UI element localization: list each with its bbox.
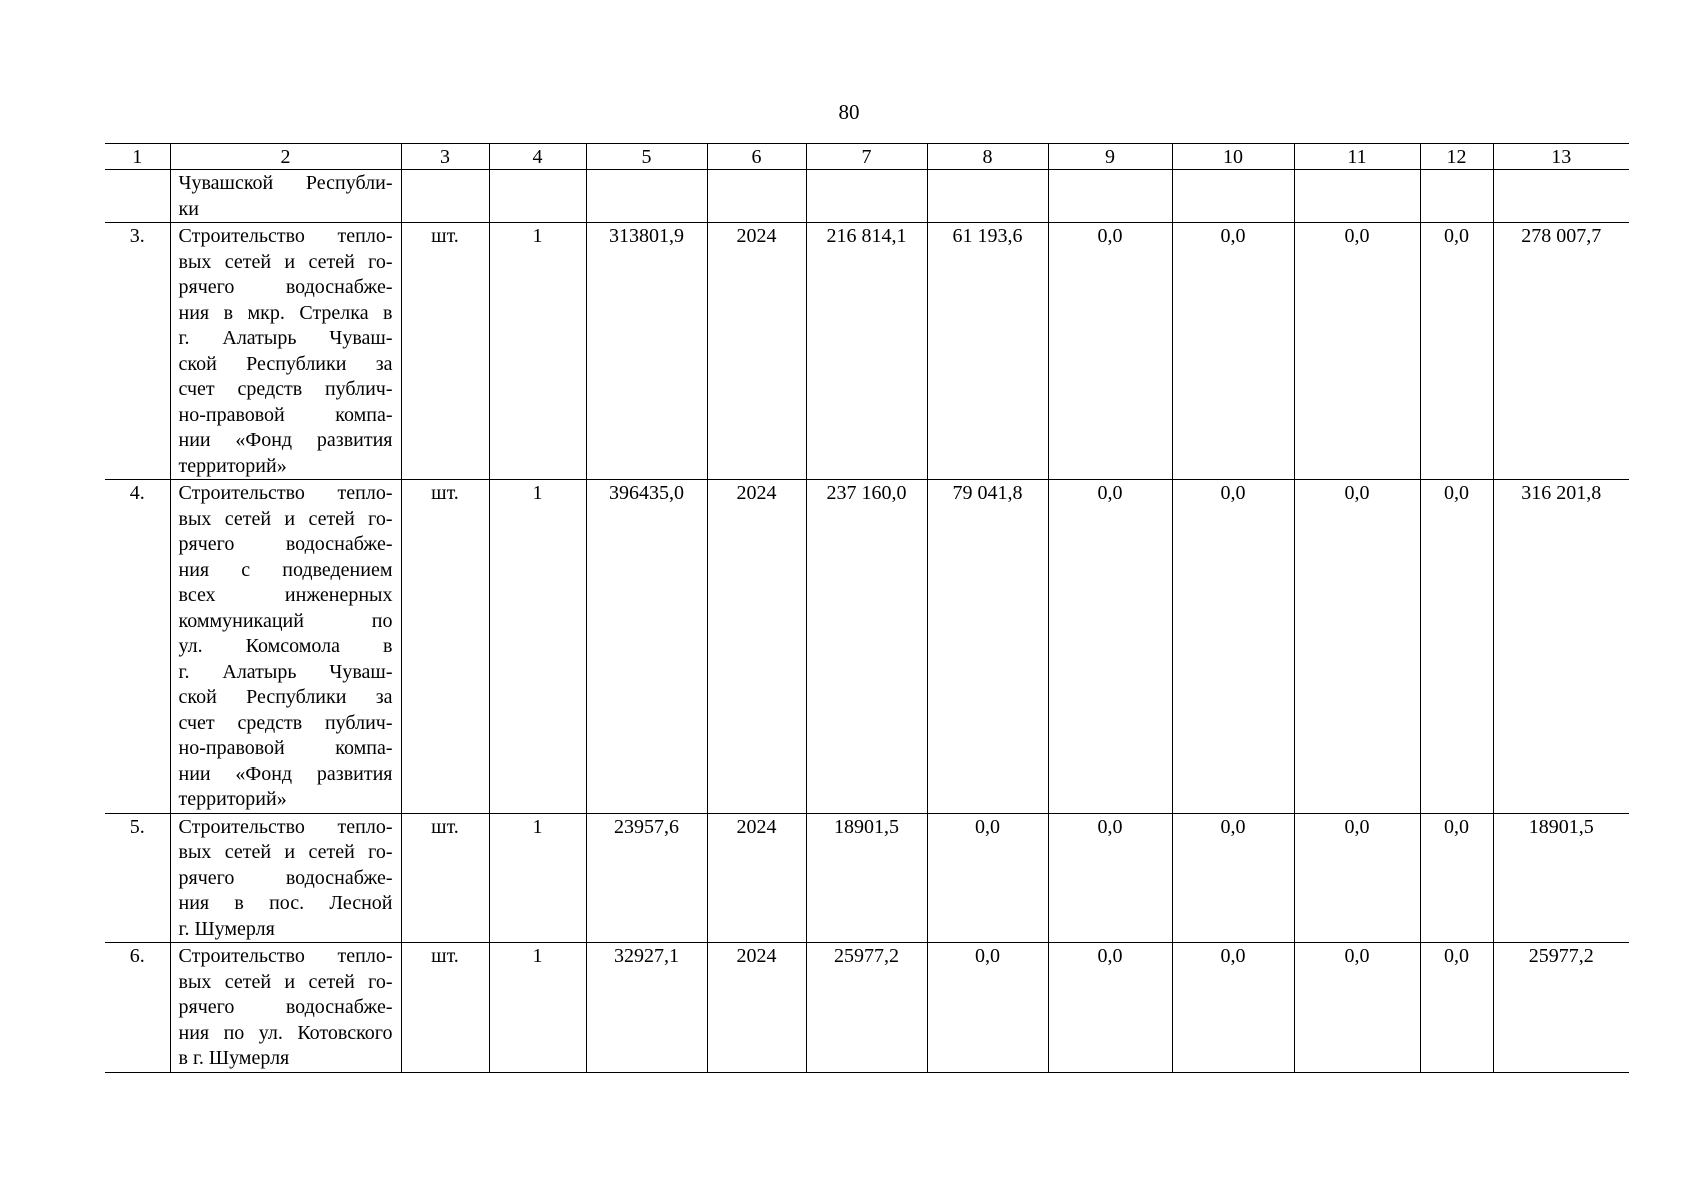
header-cell-7: 7 — [806, 144, 927, 170]
row-description — [170, 480, 401, 814]
table-header-row — [105, 144, 1629, 170]
row-description — [170, 170, 401, 223]
table-row — [105, 943, 1629, 1073]
description-line: г. Шумерля — [178, 917, 275, 940]
description-line: ния по ул. Котовского — [178, 1021, 393, 1044]
cell-col-12: 0,0 — [1420, 223, 1493, 480]
description-line: Строительство тепло- — [178, 945, 393, 967]
cell-col-3 — [401, 170, 489, 223]
cell-col-12: 0,0 — [1420, 943, 1493, 1073]
header-cell-9: 9 — [1048, 144, 1172, 170]
cell-col-4: 1 — [489, 223, 586, 480]
row-number — [105, 170, 170, 223]
cell-col-13: 278 007,7 — [1493, 223, 1629, 480]
page-number: 80 — [838, 100, 860, 124]
description-line: рячего водоснабже- — [178, 996, 393, 1018]
cell-col-8: 79 041,8 — [927, 480, 1048, 814]
header-cell-12: 12 — [1420, 144, 1493, 170]
cell-col-3: шт. — [401, 223, 489, 480]
cell-col-6: 2024 — [707, 223, 806, 480]
cell-col-11: 0,0 — [1294, 223, 1420, 480]
cell-col-5: 32927,1 — [586, 943, 707, 1073]
description-line: рячего водоснабже- — [178, 866, 393, 889]
cell-col-9 — [1048, 170, 1172, 223]
cell-col-11: 0,0 — [1294, 813, 1420, 943]
header-cell-3: 3 — [401, 144, 489, 170]
table-row — [105, 813, 1629, 943]
cell-col-7: 18901,5 — [806, 813, 927, 943]
description-line: рячего водоснабже- — [178, 533, 393, 555]
cell-col-12 — [1420, 170, 1493, 223]
cell-col-8 — [927, 170, 1048, 223]
cell-col-5: 23957,6 — [586, 813, 707, 943]
description-line: счет средств публич- — [178, 378, 393, 400]
description-line: Чувашской Республи- — [178, 172, 393, 194]
description-line: в г. Шумерля — [178, 1047, 290, 1069]
cell-col-8: 0,0 — [927, 943, 1048, 1073]
header-cell-5: 5 — [586, 144, 707, 170]
table-row — [105, 170, 1629, 223]
cell-col-6: 2024 — [707, 480, 806, 814]
description-line: всех инженерных — [178, 584, 393, 606]
description-line: ния в мкр. Стрелка в — [178, 301, 393, 324]
cell-col-4: 1 — [489, 480, 586, 814]
cell-col-6: 2024 — [707, 943, 806, 1073]
header-cell-10: 10 — [1172, 144, 1294, 170]
row-number: 6. — [105, 943, 170, 1073]
description-line: Строительство тепло- — [178, 482, 393, 504]
cell-col-9: 0,0 — [1048, 943, 1172, 1073]
cell-col-3: шт. — [401, 480, 489, 814]
header-cell-8: 8 — [927, 144, 1048, 170]
description-line: ул. Комсомола в — [178, 635, 393, 657]
cell-col-8: 0,0 — [927, 813, 1048, 943]
description-line: вых сетей и сетей го- — [178, 970, 393, 993]
cell-col-9: 0,0 — [1048, 813, 1172, 943]
cell-col-3: шт. — [401, 943, 489, 1073]
header-cell-11: 11 — [1294, 144, 1420, 170]
table-row — [105, 480, 1629, 814]
description-line: ской Республики за — [178, 352, 393, 375]
cell-col-7 — [806, 170, 927, 223]
description-line: ния в пос. Лесной — [178, 892, 393, 914]
cell-col-3: шт. — [401, 813, 489, 943]
description-line: но-правовой компа- — [178, 737, 393, 759]
row-description — [170, 943, 401, 1073]
row-description — [170, 223, 401, 480]
cell-col-11 — [1294, 170, 1420, 223]
cell-col-10 — [1172, 170, 1294, 223]
cell-col-5 — [586, 170, 707, 223]
row-description — [170, 813, 401, 943]
row-number: 5. — [105, 813, 170, 943]
cell-col-7: 237 160,0 — [806, 480, 927, 814]
cell-col-4: 1 — [489, 943, 586, 1073]
description-line: но-правовой компа- — [178, 403, 393, 426]
cell-col-5: 313801,9 — [586, 223, 707, 480]
description-line: ской Республики за — [178, 686, 393, 708]
cell-col-6: 2024 — [707, 813, 806, 943]
description-line: территорий» — [178, 454, 287, 477]
description-line: г. Алатырь Чуваш- — [178, 327, 393, 349]
header-cell-2: 2 — [170, 144, 401, 170]
cell-col-13: 316 201,8 — [1493, 480, 1629, 814]
cell-col-5: 396435,0 — [586, 480, 707, 814]
description-line: Строительство тепло- — [178, 815, 393, 838]
header-cell-13: 13 — [1493, 144, 1629, 170]
data-table — [105, 143, 1629, 1073]
description-line: счет средств публич- — [178, 711, 393, 734]
cell-col-8: 61 193,6 — [927, 223, 1048, 480]
cell-col-12: 0,0 — [1420, 480, 1493, 814]
cell-col-11: 0,0 — [1294, 480, 1420, 814]
cell-col-10: 0,0 — [1172, 813, 1294, 943]
cell-col-9: 0,0 — [1048, 223, 1172, 480]
row-number: 3. — [105, 223, 170, 480]
cell-col-11: 0,0 — [1294, 943, 1420, 1073]
description-line: рячего водоснабже- — [178, 276, 393, 298]
cell-col-13 — [1493, 170, 1629, 223]
cell-col-12: 0,0 — [1420, 813, 1493, 943]
cell-col-4 — [489, 170, 586, 223]
description-line: территорий» — [178, 788, 287, 810]
description-line: вых сетей и сетей го- — [178, 250, 393, 273]
cell-col-7: 216 814,1 — [806, 223, 927, 480]
row-number: 4. — [105, 480, 170, 814]
table-row — [105, 223, 1629, 480]
header-cell-4: 4 — [489, 144, 586, 170]
cell-col-6 — [707, 170, 806, 223]
description-line: г. Алатырь Чуваш- — [178, 660, 393, 683]
cell-col-9: 0,0 — [1048, 480, 1172, 814]
cell-col-10: 0,0 — [1172, 943, 1294, 1073]
cell-col-13: 18901,5 — [1493, 813, 1629, 943]
description-line: коммуникаций по — [178, 609, 393, 632]
cell-col-10: 0,0 — [1172, 480, 1294, 814]
description-line: нии «Фонд развития — [178, 762, 393, 785]
cell-col-10: 0,0 — [1172, 223, 1294, 480]
description-line: Строительство тепло- — [178, 225, 393, 247]
description-line: вых сетей и сетей го- — [178, 507, 393, 530]
cell-col-7: 25977,2 — [806, 943, 927, 1073]
description-line: вых сетей и сетей го- — [178, 841, 393, 863]
description-line: ки — [178, 197, 199, 220]
header-cell-6: 6 — [707, 144, 806, 170]
cell-col-4: 1 — [489, 813, 586, 943]
cell-col-13: 25977,2 — [1493, 943, 1629, 1073]
description-line: нии «Фонд развития — [178, 429, 393, 451]
description-line: ния с подведением — [178, 558, 393, 581]
header-cell-1: 1 — [105, 144, 170, 170]
